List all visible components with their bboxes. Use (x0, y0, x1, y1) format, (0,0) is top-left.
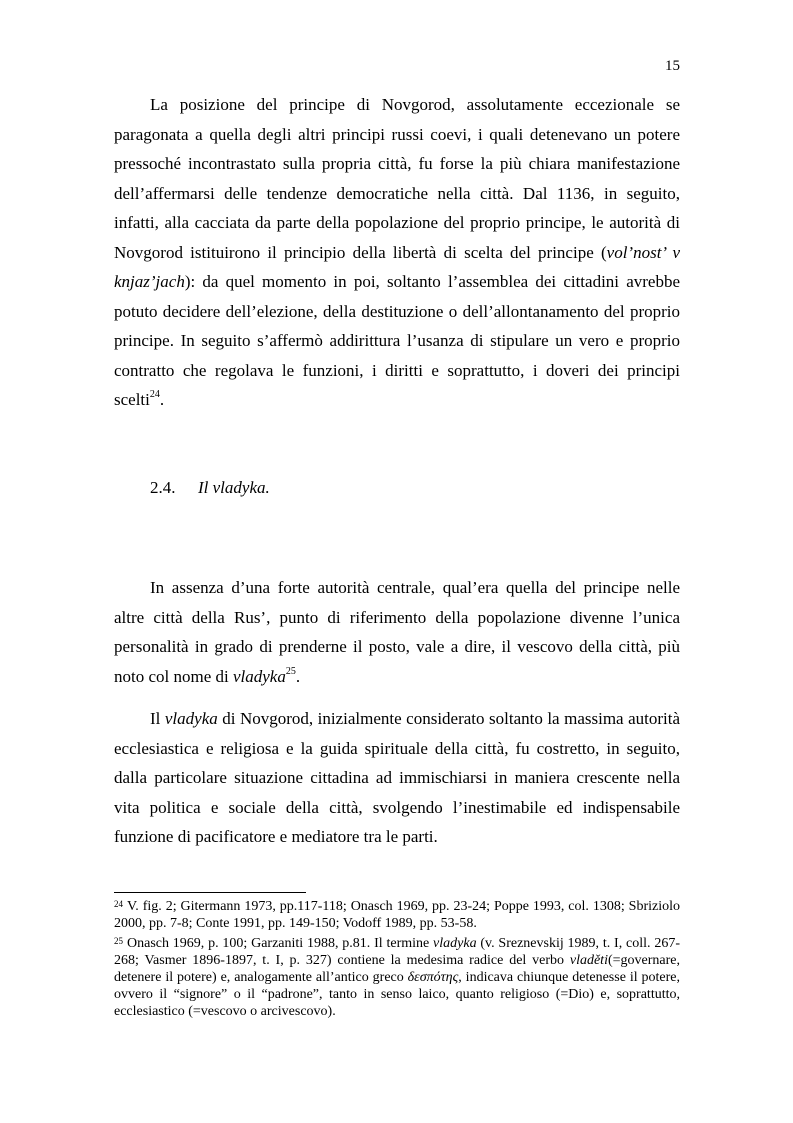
text: . (159, 390, 165, 409)
footnote-mark: 25 (114, 936, 123, 946)
footnote-mark: 24 (114, 899, 123, 909)
section-number: 2.4. (150, 478, 176, 497)
footnote-text: Onasch 1969, p. 100; Garzaniti 1988, p.81. Il termine (127, 936, 434, 951)
footnote-separator (114, 892, 306, 893)
footnote-25 (114, 935, 680, 1020)
footnote-text: , indicava chiunque detenesse il potere, ovvero il “signore” o il “padrone”, tanto in senso laico, quanto religioso (=Dio) e, soprattutto, ecclesiastico (=vescovo o arcivescovo). (114, 970, 681, 1019)
text: . (295, 666, 301, 686)
italic-term: vladyka (164, 709, 218, 728)
italic-term: vladěti (569, 953, 608, 968)
text: Il (150, 709, 165, 728)
section-heading (150, 478, 270, 498)
paragraph-vladyka-role (114, 704, 680, 852)
text: di Novgorod, inizialmente considerato soltanto la massima autorità ecclesiastica e religiosa e la guida spirituale della città, fu costretto, in seguito, dalla particolare situazione cittadina ad immischiarsi in maniera crescente nella vita politica e sociale della città, svolgendo l’inestimabile ed indispensabile funzione di pacificatore e mediatore tra le parti. (114, 709, 680, 846)
paragraph-prince-position (114, 90, 680, 415)
italic-term: δεσπότης (407, 970, 459, 985)
paragraph-central-authority (114, 573, 680, 691)
italic-term: vol’nost’ v knjaz’jach (114, 242, 680, 291)
footnote-ref-25[interactable]: 25 (285, 665, 296, 677)
footnote-ref-24[interactable]: 24 (149, 389, 160, 401)
italic-term: vladyka (232, 666, 286, 686)
text: ): da quel momento in poi, soltanto l’assemblea dei cittadini avrebbe potuto decidere dell’elezione, della destituzione o dell’allontanamento del proprio principe. In seguito s’affermò addirittura l’usanza di stipulare un vero e proprio contratto che regolava le funzioni, i diritti e soprattutto, i doveri dei principi scelti (114, 272, 680, 409)
section-title: Il vladyka. (198, 478, 270, 497)
text: La posizione del principe di Novgorod, assolutamente eccezionale se paragonata a quella degli altri principi russi coevi, i quali detenevano un potere pressoché incontrastato sulla propria città, fu forse la più chiara manifestazione dell’affermarsi delle tendenze democratiche nella città. Dal 1136, in seguito, infatti, alla cacciata da parte della popolazione del proprio principe, le autorità di Novgorod istituirono il principio della libertà di scelta del principe ( (114, 95, 680, 262)
footnote-text: V. fig. 2; Gitermann 1973, pp.117-118; Onasch 1969, pp. 23-24; Poppe 1993, col. 1308; Sbriziolo 2000, pp. 7-8; Conte 1991, pp. 149-150; Vodoff 1989, pp. 53-58. (114, 899, 680, 931)
italic-term: vladyka (433, 936, 477, 951)
footnote-text: (=governare, detenere il potere) e, analogamente all’antico greco (114, 953, 680, 985)
page-number: 15 (665, 58, 680, 74)
footnote-24 (114, 898, 680, 932)
text: In assenza d’una forte autorità centrale, qual’era quella del principe nelle altre città della Rus’, punto di riferimento della popolazione divenne l’unica personalità in grado di prenderne il posto, vale a dire, il vescovo della città, più noto col nome di (114, 578, 680, 686)
footnote-text: (v. Sreznevskij 1989, t. I, coll. 267-268; Vasmer 1896-1897, t. I, p. 327) contiene la medesima radice del verbo (114, 936, 680, 968)
